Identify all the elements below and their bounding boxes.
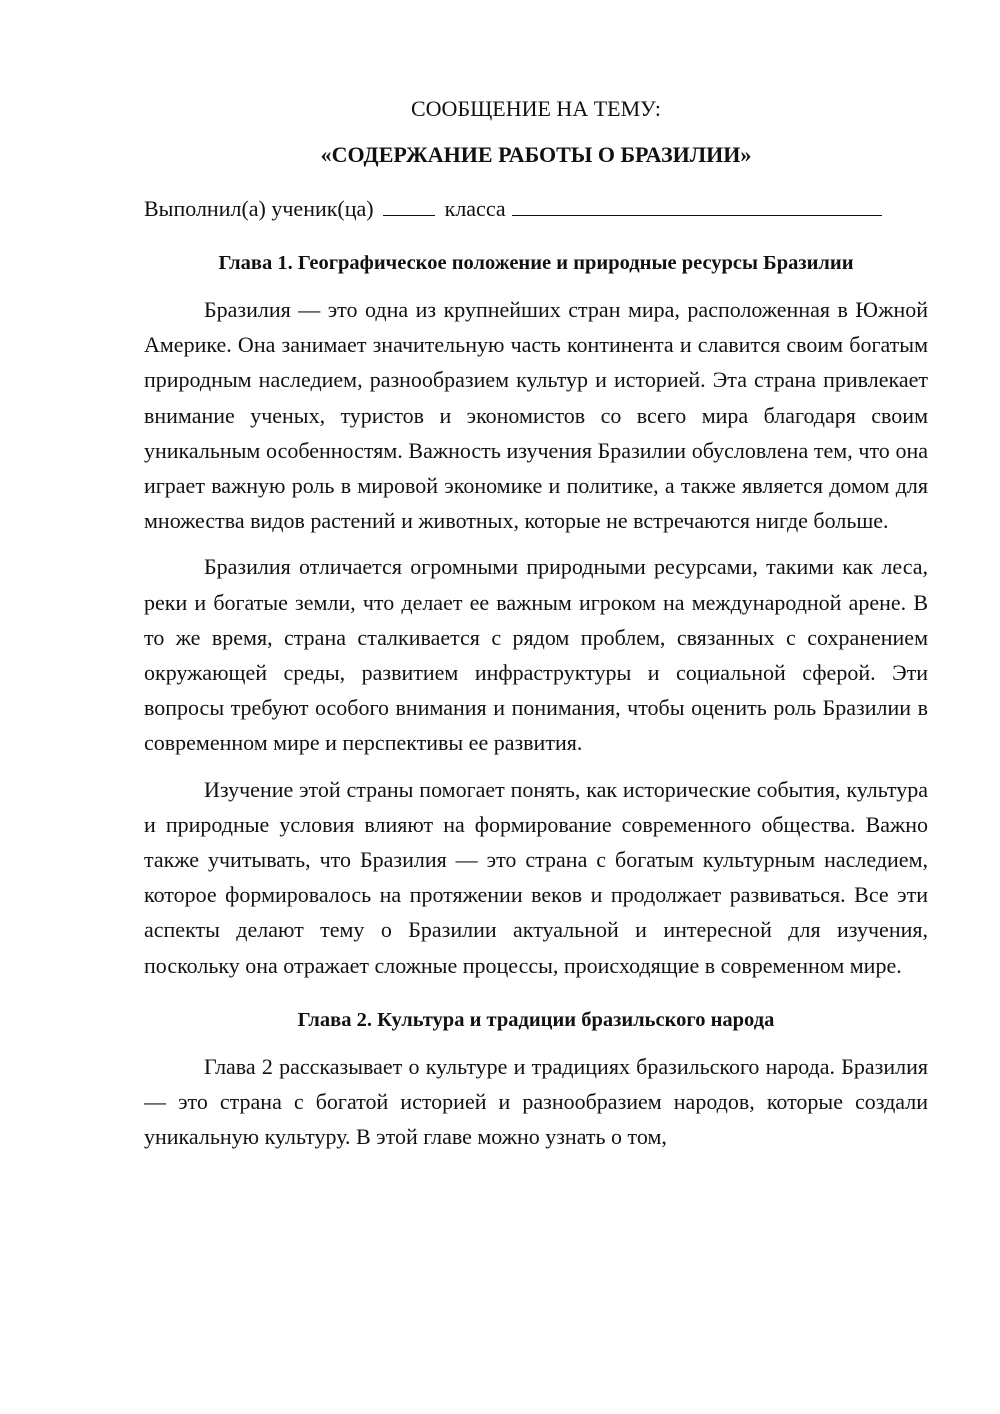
performer-line	[144, 192, 928, 226]
chapter-1-paragraph: Изучение этой страны помогает понять, как исторические события, культура и природные условия влияют на формирование современного общества. Важно также учитывать, что Бразилия — это страна с богатым культурным наследием, которое формировалось на протяжении веков и продолжает развиваться. Все эти аспекты делают тему о Бразилии актуальной и интересной для изучения, поскольку она отражает сложные процессы, происходящие в современном мире.	[144, 776, 928, 978]
grade-blank-field[interactable]	[383, 195, 435, 216]
chapter-2-title: Глава 2. Культура и традиции бразильского народа	[297, 1008, 775, 1031]
document-title: «СОДЕРЖАНИЕ РАБОТЫ О БРАЗИЛИИ»	[320, 142, 752, 167]
performer-label: Выполнил(а) ученик(ца)	[144, 196, 374, 221]
document-heading: СООБЩЕНИЕ НА ТЕМУ:	[411, 96, 661, 121]
chapter-1-paragraph: Бразилия отличается огромными природными ресурсами, такими как леса, реки и богатые земли, что делает ее важным игроком на международной арене. В то же время, страна сталкивается с рядом проблем, связанных с сохранением окружающей среды, развитием инфраструктуры и социальной сферой. Эти вопросы требуют особого внимания и понимания, чтобы оценить роль Бразилии в современном мире и перспективы ее развития.	[144, 554, 928, 756]
chapter-1-paragraph: Бразилия — это одна из крупнейших стран мира, расположенная в Южной Америке. Она занимает значительную часть континента и славится своим богатым природным наследием, разнообразием культур и историей. Эта страна привлекает внимание ученых, туристов и экономистов со всего мира благодаря своим уникальным особенностям. Важность изучения Бразилии обусловлена тем, что она играет важную роль в мировой экономике и политике, а также является домом для множества видов растений и животных, которые не встречаются нигде больше.	[144, 297, 928, 534]
chapter-2-paragraph: Глава 2 рассказывает о культуре и традициях бразильского народа. Бразилия — это страна с богатой историей и разнообразием народов, которые создали уникальную культуру. В этой главе можно узнать о том,	[144, 1053, 928, 1150]
class-blank-field[interactable]	[512, 195, 882, 216]
document-page	[144, 92, 928, 1165]
class-label: класса	[444, 196, 506, 221]
chapter-1-title: Глава 1. Географическое положение и природные ресурсы Бразилии	[218, 252, 854, 274]
